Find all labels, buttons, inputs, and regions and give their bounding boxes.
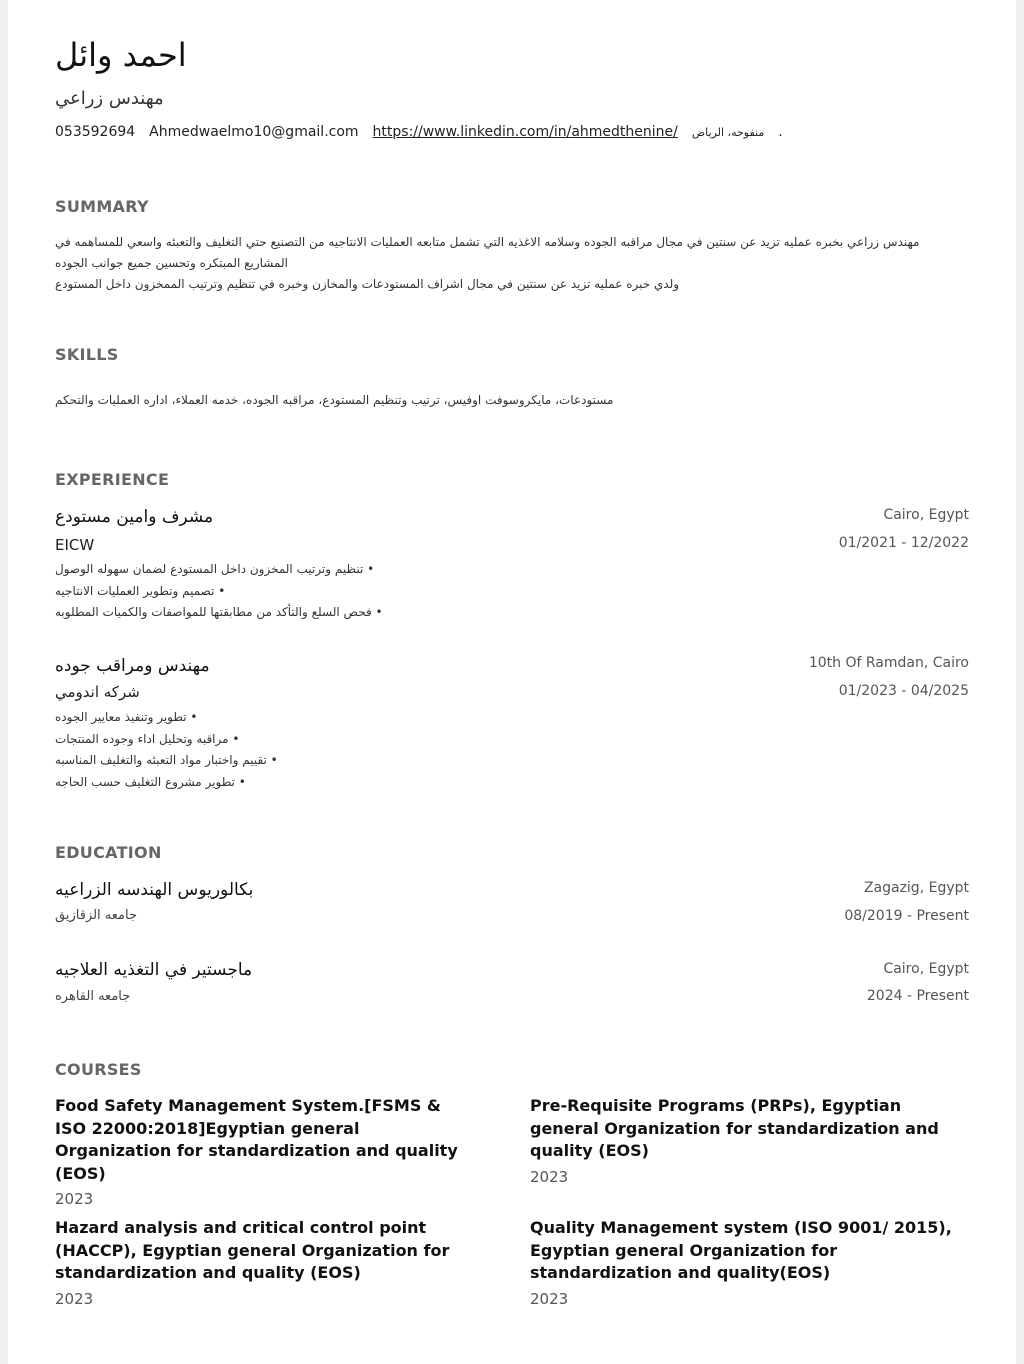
course-year: 2023 xyxy=(530,1289,569,1308)
job-bullets xyxy=(55,707,278,793)
course-item xyxy=(55,1217,485,1308)
course-title: Food Safety Management System.[FSMS & ISO 22000:2018]Egyptian general Organization for standardization and quality (EOS) xyxy=(55,1096,458,1183)
list-item: • مراقبه وتحليل اداء وجوده المنتجات xyxy=(55,731,240,746)
course-title: Hazard analysis and critical control point (HACCP), Egyptian general Organization for standardization and quality (EOS) xyxy=(55,1218,450,1282)
degree-title: بكالوريوس الهندسه الزراعيه xyxy=(55,880,254,900)
course-item xyxy=(55,1095,475,1208)
job-title: مهندس ومراقب جوده xyxy=(55,656,210,676)
degree-title: ماجستير في التغذيه العلاجيه xyxy=(55,960,253,980)
course-title: Quality Management system (ISO 9001/ 2015), Egyptian general Organization for standardization and quality(EOS) xyxy=(530,1218,952,1282)
job-dates: 01/2021 - 12/2022 xyxy=(838,535,969,551)
job-location: 10th Of Ramdan, Cairo xyxy=(808,655,969,671)
candidate-name: احمد وائل xyxy=(55,36,187,74)
summary-paragraph-2: ولدي خبره عمليه تزيد عن سنتين في مجال اشراف المستودعات والمخازن وخبره في تنظيم وترتيب الممخزون داخل المستودع xyxy=(55,277,680,291)
summary-paragraph-1: مهندس زراعي بخبره عمليه تزيد عن سنتين في مجال مراقبه الجوده وسلامه الاغذيه التي تشمل متابعه العمليات الانتاجيه من التصنيع حتي التغليف والتعبئه واسعي للمساهمه في المشاريع المبتكره وتحسين جميع جوانب الجوده xyxy=(55,235,920,270)
education-location: Cairo, Egypt xyxy=(883,961,969,977)
resume-page xyxy=(8,0,1016,1364)
education-dates: 2024 - Present xyxy=(866,988,969,1004)
contact-bar xyxy=(55,124,783,140)
section-heading-courses: COURSES xyxy=(55,1060,142,1079)
education-location: Zagazig, Egypt xyxy=(863,880,969,896)
course-year: 2023 xyxy=(55,1289,94,1308)
school-name: جامعه الزقازيق xyxy=(55,908,137,923)
course-item xyxy=(530,1217,960,1308)
list-item: • فحص السلع والتأكد من مطابقتها للمواصفات والكميات المطلوبه xyxy=(55,605,383,619)
list-item: • تنظيم وترتيب المخزون داخل المستودع لضمان سهوله الوصول xyxy=(55,562,375,576)
company-name: EICW xyxy=(55,536,95,554)
section-heading-summary: SUMMARY xyxy=(55,197,149,216)
job-bullets xyxy=(55,559,383,624)
email-address[interactable]: Ahmedwaelmo10@gmail.com xyxy=(149,124,359,140)
school-name: جامعه القاهره xyxy=(55,989,131,1004)
company-name: شركه اندومي xyxy=(55,683,140,701)
education-dates: 08/2019 - Present xyxy=(844,908,969,924)
list-item: • تطوير مشروع التغليف حسب الحاجه xyxy=(55,774,246,789)
separator-dot: . xyxy=(778,124,783,140)
location: منفوحه، الرياض xyxy=(691,126,765,139)
course-title: Pre-Requisite Programs (PRPs), Egyptian general Organization for standardization and quality (EOS) xyxy=(530,1096,939,1160)
list-item: • تطوير وتنفيذ معايير الجوده xyxy=(55,710,198,724)
list-item: • تصميم وتطوير العمليات الانتاجيه xyxy=(55,583,226,598)
list-item: • تقييم واختبار مواد التعبئه والتغليف المناسبه xyxy=(55,753,278,767)
linkedin-link[interactable]: https://www.linkedin.com/in/ahmedthenine/ xyxy=(372,124,678,140)
section-heading-skills: SKILLS xyxy=(55,345,119,364)
course-year: 2023 xyxy=(55,1190,94,1208)
job-location: Cairo, Egypt xyxy=(883,507,969,523)
job-dates: 01/2023 - 04/2025 xyxy=(838,683,969,699)
section-heading-education: EDUCATION xyxy=(55,843,162,862)
skills-list: مستودعات، مايكروسوفت اوفيس، ترتيب وتنظيم المستودع، مراقبه الجوده، خدمه العملاء، اداره العمليات والتحكم xyxy=(55,393,614,407)
section-heading-experience: EXPERIENCE xyxy=(55,470,170,489)
course-item xyxy=(530,1095,960,1186)
candidate-title: مهندس زراعي xyxy=(55,88,164,109)
phone-number: 053592694 xyxy=(55,124,136,140)
course-year: 2023 xyxy=(530,1167,569,1186)
job-title: مشرف وامين مستودع xyxy=(55,507,214,527)
